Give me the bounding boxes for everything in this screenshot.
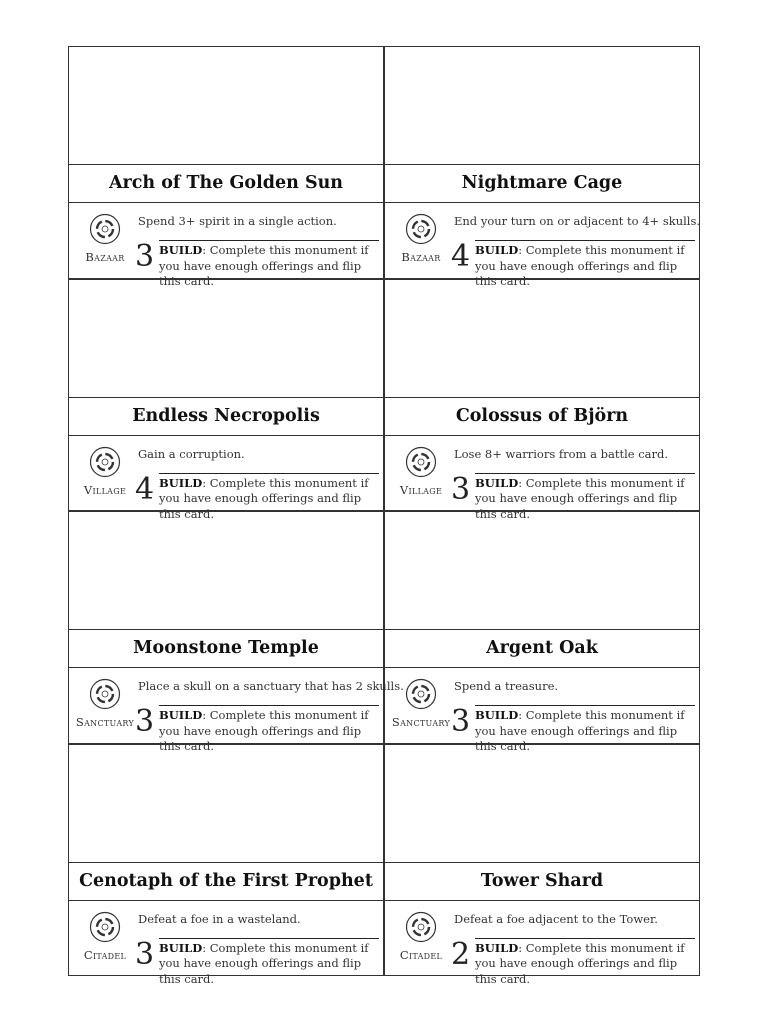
card-title: Nightmare Cage (385, 164, 699, 203)
offering-cost: 4 (135, 471, 155, 507)
location-label: Village (399, 482, 443, 497)
monument-rune-icon (89, 213, 121, 245)
card-body (385, 202, 701, 288)
build-keyword: BUILD (475, 243, 519, 257)
build-rule (475, 938, 695, 988)
build-keyword: BUILD (159, 708, 203, 722)
monument-card (68, 46, 384, 288)
build-text: : Complete this monument if you have enough offerings and flip this card. (475, 708, 685, 753)
requirement-text: Lose 8+ warriors from a battle card. (454, 446, 669, 461)
card-title: Endless Necropolis (69, 397, 383, 436)
card-title: Argent Oak (385, 629, 699, 668)
requirement-text: Defeat a foe adjacent to the Tower. (454, 911, 658, 926)
build-rule (159, 938, 379, 988)
build-keyword: BUILD (159, 475, 203, 490)
requirement-text: Gain a corruption. (138, 446, 245, 461)
build-text: : Complete this monument if you have enough offerings and flip this card. (475, 243, 685, 288)
requirement-text: Place a skull on a sanctuary that has 2 skulls. (138, 679, 404, 693)
offering-cost: 3 (451, 471, 471, 507)
build-text: : Complete this monument if you have enough offerings and flip this card. (159, 708, 369, 753)
build-text: : Complete this monument if you have enough offerings and flip this card. (159, 940, 369, 986)
card-art-area (385, 745, 699, 863)
build-keyword: BUILD (159, 243, 203, 257)
offering-cost: 3 (135, 239, 155, 274)
location-label: Sanctuary (75, 715, 135, 729)
card-art-area (69, 47, 383, 165)
card-body (69, 667, 404, 753)
monument-rune-icon (405, 678, 437, 710)
card-art-area (69, 512, 383, 630)
offering-cost: 2 (451, 936, 471, 972)
card-body (385, 435, 699, 521)
card-art-area (385, 47, 699, 165)
monument-rune-icon (405, 213, 437, 245)
card-art-area (385, 280, 699, 398)
monument-rune-icon (405, 446, 437, 478)
monument-card (384, 511, 700, 753)
requirement-text: Spend a treasure. (454, 679, 559, 693)
card-title: Cenotaph of the First Prophet (69, 862, 383, 901)
requirement-text: Spend 3+ spirit in a single action. (138, 214, 337, 228)
requirement-text: Defeat a foe in a wasteland. (138, 911, 301, 926)
location-label: Citadel (399, 947, 443, 962)
monument-card (68, 744, 384, 986)
location-label: Village (83, 482, 127, 497)
card-title: Arch of The Golden Sun (69, 164, 383, 203)
monument-rune-icon (405, 911, 437, 943)
requirement-text: End your turn on or adjacent to 4+ skulls. (454, 214, 701, 228)
build-keyword: BUILD (475, 708, 519, 722)
offering-cost: 4 (451, 239, 471, 274)
offering-cost: 3 (135, 936, 155, 972)
build-text: : Complete this monument if you have enough offerings and flip this card. (475, 940, 685, 986)
card-body (69, 900, 383, 986)
monument-rune-icon (89, 678, 121, 710)
monument-card (68, 279, 384, 521)
monument-rune-icon (89, 446, 121, 478)
location-label: Bazaar (85, 250, 125, 264)
card-body (69, 435, 383, 521)
card-body (385, 667, 699, 753)
build-text: : Complete this monument if you have enough offerings and flip this card. (159, 243, 369, 288)
card-title: Tower Shard (385, 862, 699, 901)
location-label: Sanctuary (391, 715, 451, 729)
card-body (385, 900, 699, 986)
build-keyword: BUILD (475, 475, 519, 490)
card-art-area (69, 745, 383, 863)
location-label: Citadel (83, 947, 127, 962)
monument-card (384, 744, 700, 986)
build-text: : Complete this monument if you have enough offerings and flip this card. (159, 475, 369, 521)
card-title: Colossus of Björn (385, 397, 699, 436)
card-title: Moonstone Temple (69, 629, 383, 668)
card-art-area (69, 280, 383, 398)
card-art-area (385, 512, 699, 630)
offering-cost: 3 (451, 704, 471, 739)
build-text: : Complete this monument if you have enough offerings and flip this card. (475, 475, 685, 521)
monument-card (68, 511, 404, 753)
build-keyword: BUILD (159, 940, 203, 955)
location-label: Bazaar (401, 250, 441, 264)
monument-card (384, 279, 700, 521)
card-body (69, 202, 383, 288)
build-keyword: BUILD (475, 940, 519, 955)
monument-rune-icon (89, 911, 121, 943)
card-sheet (68, 46, 701, 986)
offering-cost: 3 (135, 704, 155, 739)
monument-card (384, 46, 701, 288)
